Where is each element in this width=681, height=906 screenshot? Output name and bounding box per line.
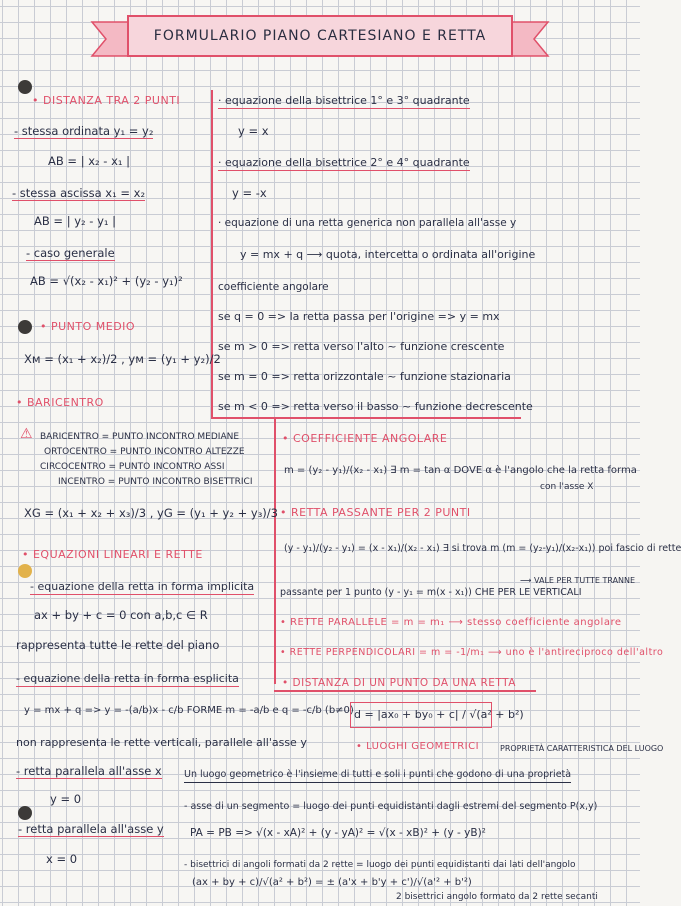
nota-bisettrici: 2 bisettrici angolo formato da 2 rette secanti [396, 892, 598, 902]
formula-medio: Xм = (x₁ + x₂)/2 , yм = (y₁ + y₂)/2 [24, 352, 221, 366]
baricentro-line: BARICENTRO = PUNTO INCONTRO MEDIANE [40, 432, 240, 442]
heading-baricentro: • BARICENTRO [16, 396, 104, 409]
formula-x0: x = 0 [46, 852, 78, 866]
heading-equazioni: • EQUAZIONI LINEARI E RETTE [22, 548, 203, 561]
formula-coefficiente: m = (y₂ - y₁)/(x₂ - x₁) ∃ m = tan α DOVE α è l'angolo che la retta forma [284, 465, 637, 476]
formula-pa-pb: PA = PB => √(x - xA)² + (y - yA)² = √(x - xB)² + (y - yB)² [190, 827, 486, 839]
formula-generica: y = mx + q ⟶ quota, intercetta o ordinata all'origine [240, 248, 536, 261]
warning-icon: ⚠ [20, 426, 33, 442]
page-title: FORMULARIO PIANO CARTESIANO E RETTA [153, 28, 487, 44]
circocentro-line: CIRCOCENTRO = PUNTO INCONTRO ASSI [40, 462, 225, 472]
forma-implicita: - equazione della retta in forma implicita [30, 580, 255, 593]
formula-box [350, 702, 492, 728]
heading-distanza-retta: • DISTANZA DI UN PUNTO DA UNA RETTA [282, 677, 516, 689]
formula-baricentro: XG = (x₁ + x₂ + x₃)/3 , yG = (y₁ + y₂ + y₃)/3 [24, 506, 278, 520]
heading-rette-perpendicolari: • RETTE PERPENDICOLARI = m = -1/m₁ ⟶ uno è l'antireciproco dell'altro [280, 647, 664, 658]
proprieta-caratteristica: PROPRIETÀ CARATTERISTICA DEL LUOGO [500, 744, 664, 753]
definizione-luogo: Un luogo geometrico è l'insieme di tutti e soli i punti che godono di una proprietà [184, 768, 571, 783]
formula-ab1: AB = | x₂ - x₁ | [48, 154, 131, 168]
binder-hole [18, 320, 32, 334]
ortocentro-line: ORTOCENTRO = PUNTO INCONTRO ALTEZZE [44, 447, 245, 457]
formula-y-minus-x: y = -x [232, 186, 267, 200]
heading-luoghi: • LUOGHI GEOMETRICI [356, 741, 480, 752]
divider-line [211, 417, 521, 419]
heading-distanza: • DISTANZA TRA 2 PUNTI [32, 94, 181, 107]
regola-m-zero: se m = 0 => retta orizzontale ~ funzione stazionaria [218, 370, 511, 383]
bisettrice-2-4: · equazione della bisettrice 2° e 4° quadrante [218, 156, 470, 169]
formula-ab3: AB = √(x₂ - x₁)² + (y₂ - y₁)² [30, 274, 183, 288]
title-banner [92, 12, 548, 64]
incentro-line: INCENTRO = PUNTO INCONTRO BISETTRICI [58, 477, 253, 487]
retta-generica: · equazione di una retta generica non parallela all'asse y [218, 217, 517, 229]
formula-y0: y = 0 [50, 792, 82, 806]
formula-distanza-retta: d = |ax₀ + by₀ + c| / √(a² + b²) [354, 708, 524, 721]
non-rappresenta: non rappresenta le rette verticali, parallele all'asse y [16, 736, 307, 749]
formula-coefficiente-cont: con l'asse X [540, 482, 594, 492]
regola-q0: se q = 0 => la retta passa per l'origine => y = mx [218, 310, 500, 323]
binder-hole [18, 80, 32, 94]
stessa-ascissa: - stessa ascissa x₁ = x₂ [12, 186, 146, 200]
divider-line [274, 690, 536, 692]
asse-segmento: - asse di un segmento = luogo dei punti equidistanti dagli estremi del segmento P(x,y) [184, 801, 598, 812]
parallela-asse-y: - retta parallela all'asse y [18, 822, 164, 836]
caso-generale: - caso generale [26, 246, 115, 260]
stessa-ordinata: - stessa ordinata y₁ = y₂ [14, 124, 154, 138]
heading-coefficiente: • COEFFICIENTE ANGOLARE [282, 432, 448, 445]
column-divider [211, 90, 213, 418]
formula-ab2: AB = | y₂ - y₁ | [34, 214, 117, 228]
regola-m-neg: se m < 0 => retta verso il basso ~ funzione decrescente [218, 400, 533, 413]
formula-retta-passante: (y - y₁)/(y₂ - y₁) = (x - x₁)/(x₂ - x₁) ∃ si trova m (m = (y₂-y₁)/(x₂-x₁)) poi fascio di rette [284, 543, 681, 554]
binder-hole [18, 806, 32, 820]
binder-hole [18, 564, 32, 578]
equazione-esplicita: y = mx + q => y = -(a/b)x - c/b FORME m = -a/b e q = -c/b (b≠0) [24, 705, 354, 716]
formula-bisettrici: (ax + by + c)/√(a² + b²) = ± (a'x + b'y + c')/√(a'² + b'²) [192, 877, 472, 888]
parallela-asse-x: - retta parallela all'asse x [16, 764, 162, 778]
heading-rette-parallele: • RETTE PARALLELE = m = m₁ ⟶ stesso coefficiente angolare [280, 617, 622, 628]
nota-vale: ⟶ VALE PER TUTTE TRANNE [520, 576, 636, 585]
heading-punto-medio: • PUNTO MEDIO [40, 320, 136, 333]
formula-y-x: y = x [238, 124, 269, 138]
heading-retta-passante: • RETTA PASSANTE PER 2 PUNTI [280, 506, 471, 519]
column-divider [274, 418, 276, 684]
bisettrici-angoli: - bisettrici di angoli formati da 2 rette = luogo dei punti equidistanti dai lati dell'angolo [184, 860, 576, 870]
bisettrice-1-3: · equazione della bisettrice 1° e 3° quadrante [218, 94, 470, 107]
passante-un-punto: passante per 1 punto (y - y₁ = m(x - x₁)) CHE PER LE VERTICALI [280, 587, 582, 598]
forma-esplicita: - equazione della retta in forma esplicita [16, 672, 239, 685]
regola-m-pos: se m > 0 => retta verso l'alto ~ funzione crescente [218, 340, 505, 353]
equazione-implicita: ax + by + c = 0 con a,b,c ∈ R [34, 608, 208, 622]
rappresenta-tutte: rappresenta tutte le rette del piano [16, 638, 220, 652]
coefficiente-angolare: coefficiente angolare [218, 281, 329, 293]
